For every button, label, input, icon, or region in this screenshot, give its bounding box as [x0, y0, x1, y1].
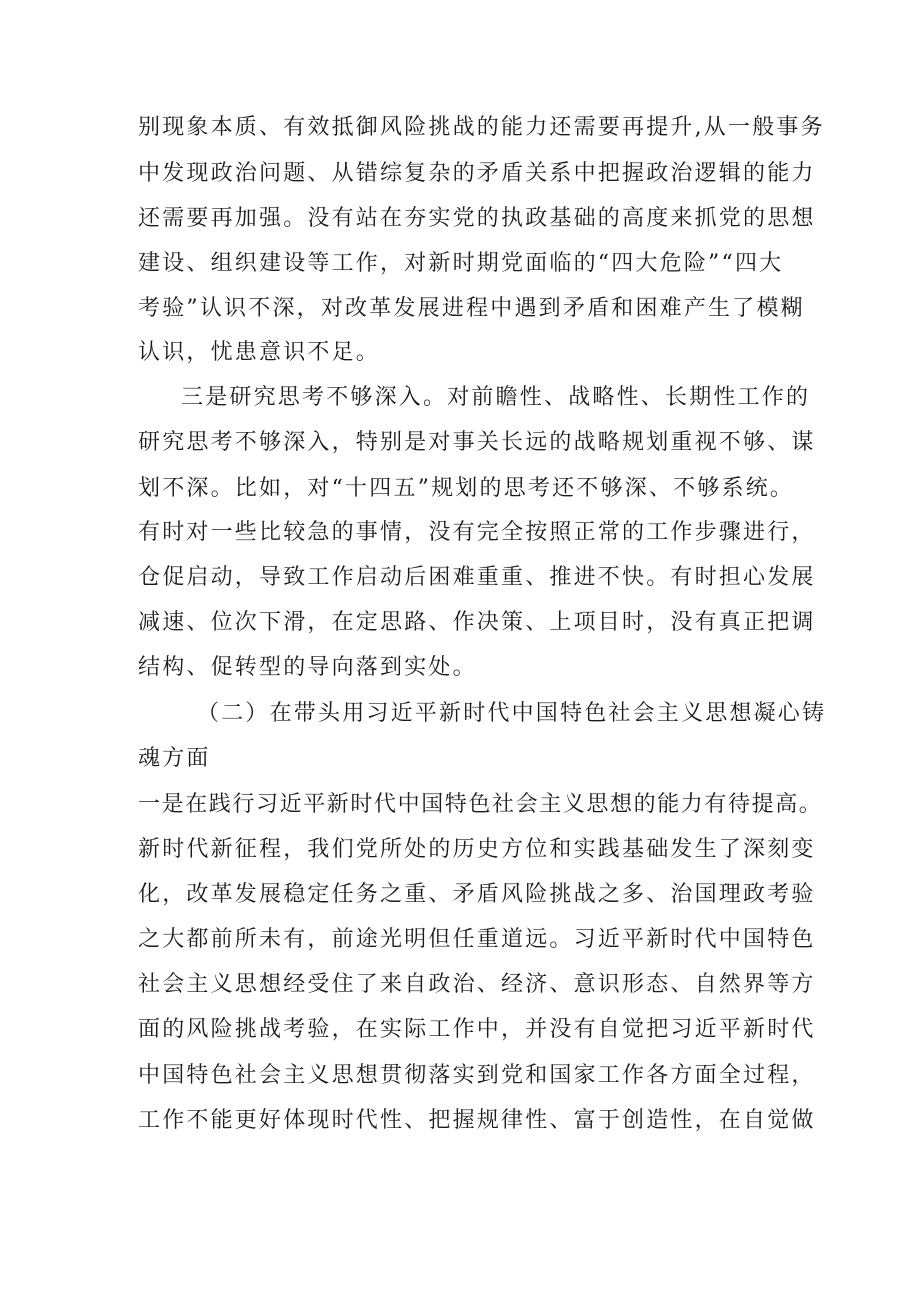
text-line-1: 别现象本质、有效抵御风险挑战的能力还需要再提升,从一般事务 [138, 115, 825, 140]
text-line-12: 减速、位次下滑，在定思路、作决策、上项目时，没有真正把调 [138, 610, 816, 635]
text-line-6: 认识，忧患意识不足。 [138, 340, 381, 365]
text-line-13: 结构、促转型的导向落到实处。 [138, 655, 477, 680]
text-line-14: （二）在带头用习近平新时代中国特色社会主义思想凝心铸 [197, 701, 827, 726]
text-line-19: 之大都前所未有，前途光明但任重道远。习近平新时代中国特色 [138, 927, 816, 952]
text-line-3: 还需要再加强。没有站在夯实党的执政基础的高度来抓党的思想 [138, 206, 816, 231]
text-line-2: 中发现政治问题、从错综复杂的矛盾关系中把握政治逻辑的能力 [138, 161, 816, 186]
text-line-16: 一是在践行习近平新时代中国特色社会主义思想的能力有待提高。 [138, 792, 823, 817]
text-line-20: 社会主义思想经受住了来自政治、经济、意识形态、自然界等方 [138, 972, 816, 997]
text-line-9: 划不深。比如，对“十四五”规划的思考还不够深、不够系统。 [138, 476, 795, 501]
text-line-4: 建设、组织建设等工作，对新时期党面临的“四大危险”“四大 [138, 251, 784, 276]
text-line-11: 仓促启动，导致工作启动后困难重重、推进不快。有时担心发展 [138, 565, 816, 590]
text-line-22: 中国特色社会主义思想贯彻落实到党和国家工作各方面全过程， [138, 1063, 816, 1088]
text-line-5: 考验”认识不深，对改革发展进程中遇到矛盾和困难产生了模糊 [138, 296, 805, 321]
text-line-18: 化，改革发展稳定任务之重、矛盾风险挑战之多、治国理政考验 [138, 882, 816, 907]
text-line-8: 研究思考不够深入，特别是对事关长远的战略规划重视不够、谋 [138, 430, 816, 455]
text-line-23: 工作不能更好体现时代性、把握规律性、富于创造性，在自觉做 [138, 1108, 816, 1133]
text-line-21: 面的风险挑战考验，在实际工作中，并没有自觉把习近平新时代 [138, 1017, 816, 1042]
text-line-15: 魂方面 [138, 746, 211, 771]
text-line-17: 新时代新征程，我们党所处的历史方位和实践基础发生了深刻变 [138, 837, 816, 862]
text-line-10: 有时对一些比较急的事情，没有完全按照正常的工作步骤进行， [138, 520, 816, 545]
text-line-7: 三是研究思考不够深入。对前瞻性、战略性、长期性工作的 [181, 385, 811, 410]
